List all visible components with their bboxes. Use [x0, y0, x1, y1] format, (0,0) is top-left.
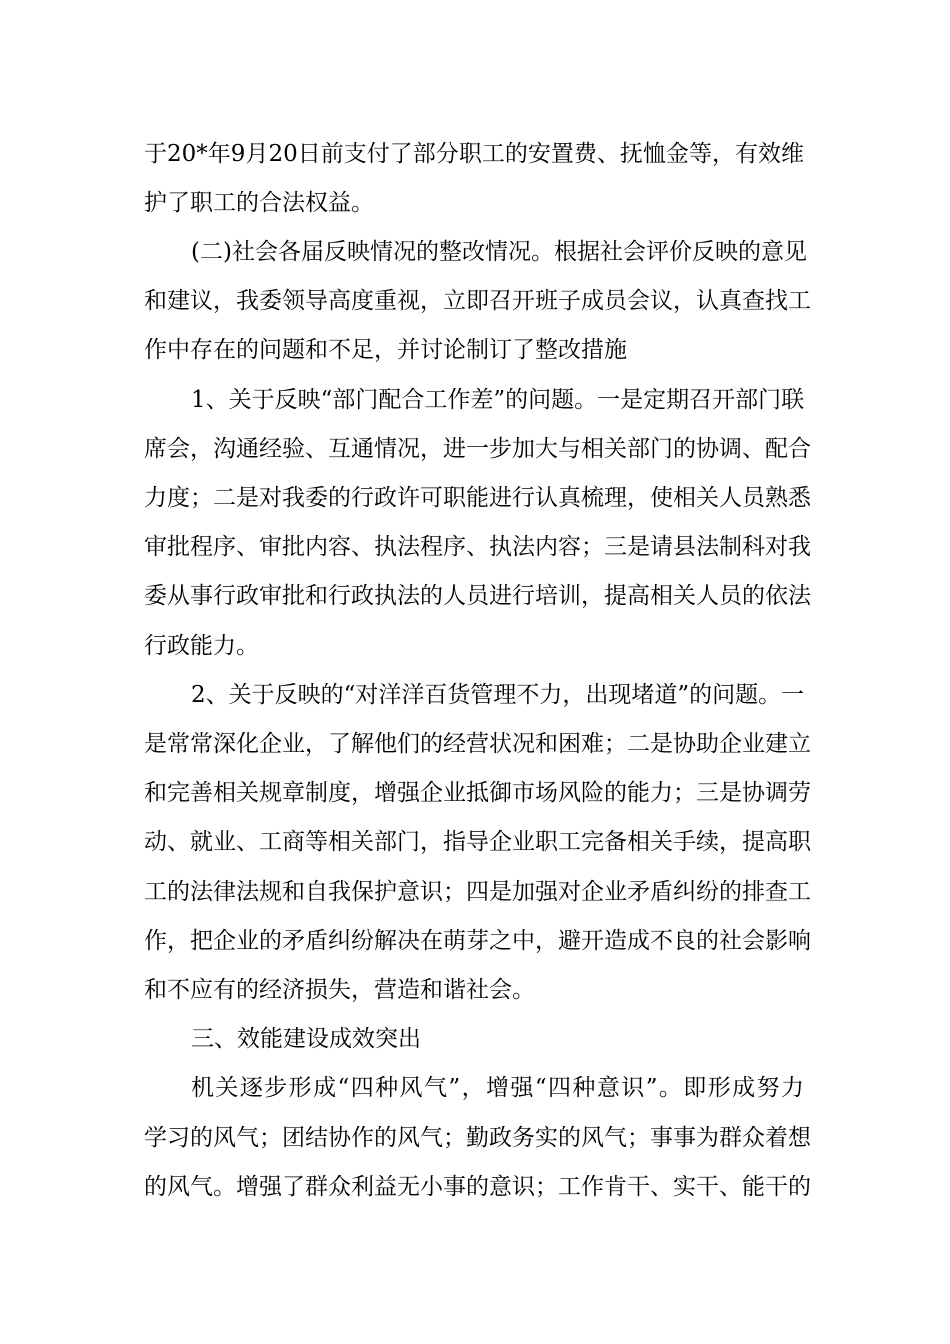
- text-line-17: 作，把企业的矛盾纠纷解决在萌芽之中，避开造成不良的社会影响: [144, 928, 811, 954]
- text-line-7: 席会，沟通经验、互通情况，进一步加大与相关部门的协调、配合: [144, 436, 811, 462]
- text-line-22: 的风气。增强了群众利益无小事的意识；工作肯干、实干、能干的: [144, 1174, 811, 1200]
- text-line-12: 2、关于反映的“对洋洋百货管理不力，出现堵道”的问题。一: [191, 682, 805, 708]
- text-line-9: 审批程序、审批内容、执法程序、执法内容；三是请县法制科对我: [144, 534, 811, 560]
- text-line-6: 1、关于反映“部门配合工作差”的问题。一是定期召开部门联: [191, 387, 805, 413]
- text-line-11: 行政能力。: [144, 633, 259, 659]
- text-line-15: 动、就业、工商等相关部门，指导企业职工完备相关手续，提高职: [144, 829, 811, 855]
- text-line-16: 工的法律法规和自我保护意识；四是加强对企业矛盾纠纷的排查工: [144, 879, 811, 905]
- text-line-21: 学习的风气；团结协作的风气；勤政务实的风气；事事为群众着想: [144, 1125, 811, 1151]
- text-line-10: 委从事行政审批和行政执法的人员进行培训，提高相关人员的依法: [144, 583, 811, 609]
- text-line-4: 和建议，我委领导高度重视，立即召开班子成员会议，认真查找工: [144, 288, 811, 314]
- section-heading: 三、效能建设成效突出: [191, 1026, 421, 1052]
- text-line-2: 护了职工的合法权益。: [144, 190, 374, 216]
- text-line-3: (二)社会各届反映情况的整改情况。根据社会评价反映的意见: [191, 239, 807, 265]
- text-line-1: 于20*年9月20日前支付了部分职工的安置费、抚恤金等，有效维: [144, 141, 804, 167]
- text-line-8: 力度；二是对我委的行政许可职能进行认真梳理，使相关人员熟悉: [144, 485, 811, 511]
- text-line-18: 和不应有的经济损失，营造和谐社会。: [144, 977, 535, 1003]
- text-line-13: 是常常深化企业，了解他们的经营状况和困难；二是协助企业建立: [144, 731, 811, 757]
- text-line-20: 机关逐步形成“四种风气”，增强“四种意识”。即形成努力: [191, 1075, 804, 1101]
- text-line-14: 和完善相关规章制度，增强企业抵御市场风险的能力；三是协调劳: [144, 780, 811, 806]
- text-line-5: 作中存在的问题和不足，并讨论制订了整改措施: [144, 337, 627, 363]
